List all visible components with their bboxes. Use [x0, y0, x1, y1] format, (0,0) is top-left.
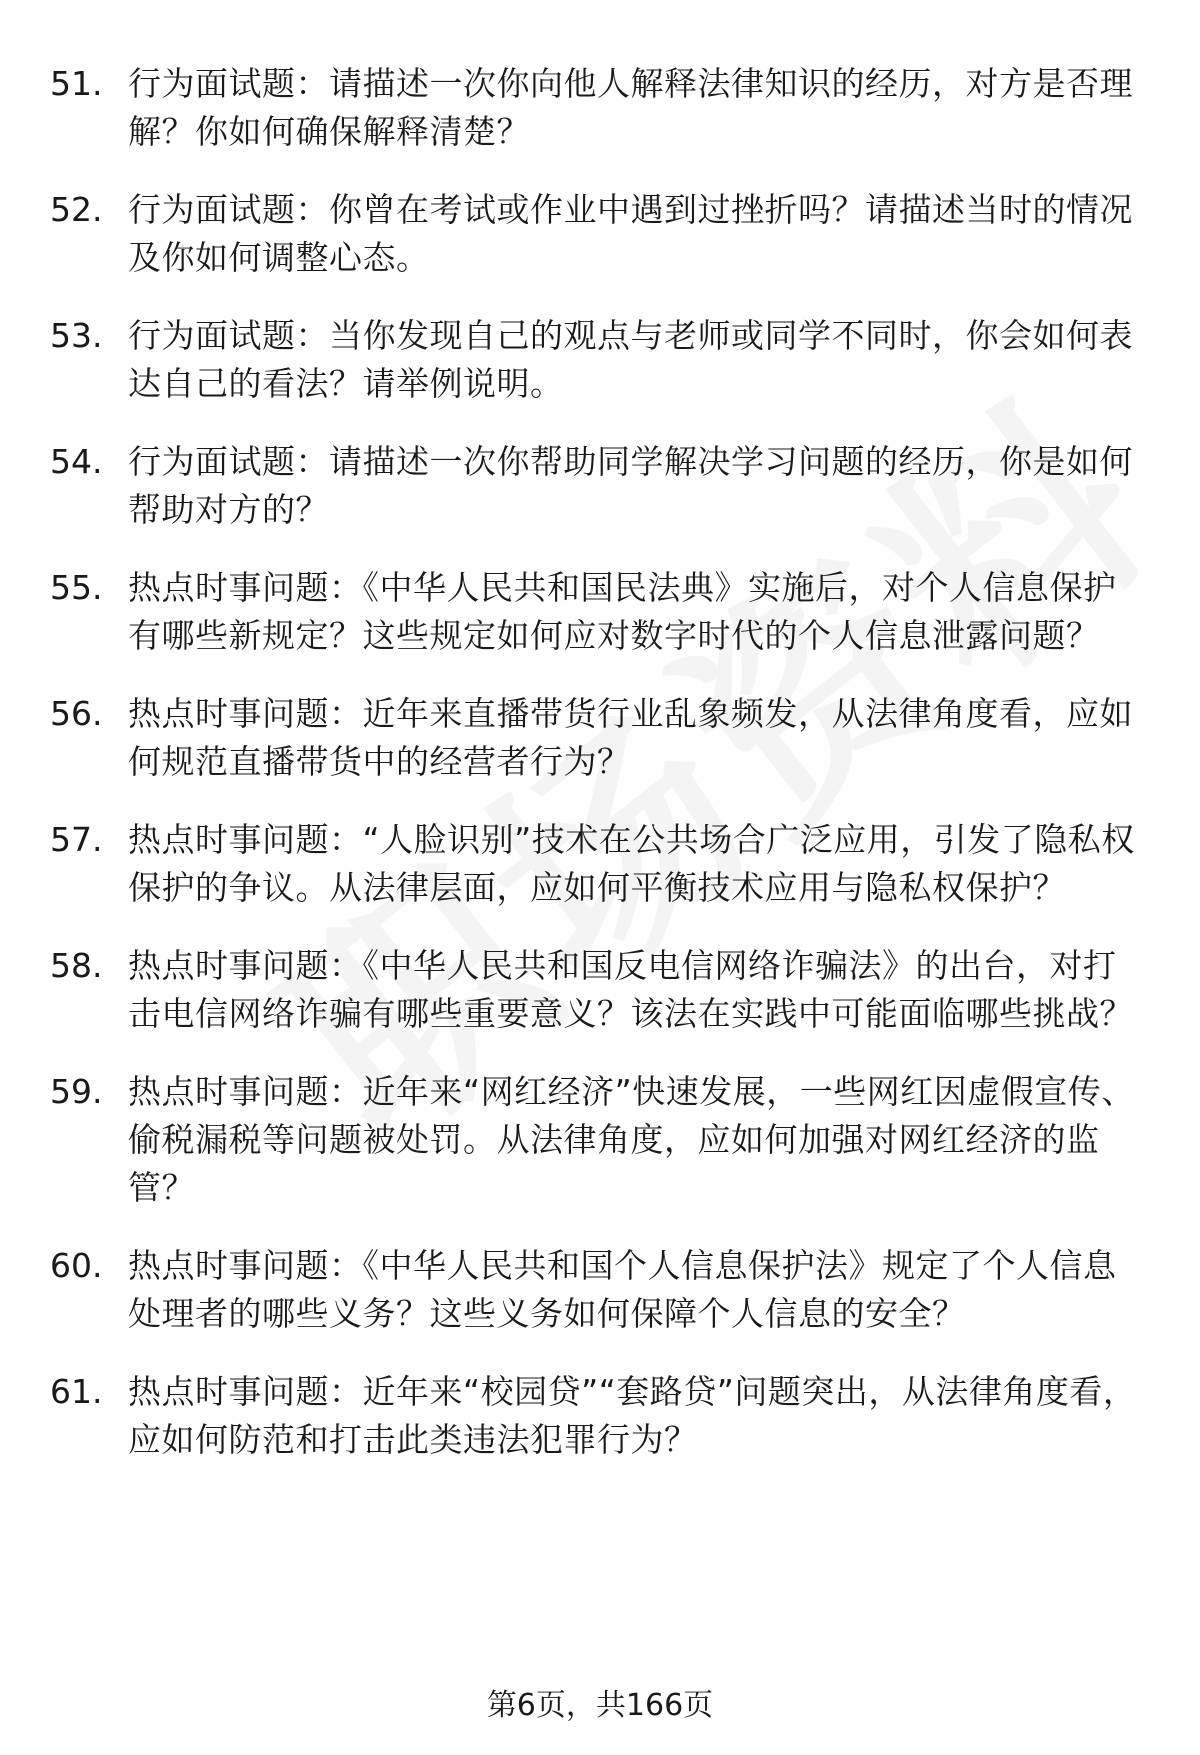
question-number: 61. — [50, 1372, 103, 1411]
question-text: 热点时事问题：近年来直播带货行业乱象频发，从法律角度看，应如何规范直播带货中的经营者行为？ — [128, 694, 1133, 781]
question-number: 56. — [50, 694, 103, 733]
question-text: 行为面试题：请描述一次你向他人解释法律知识的经历，对方是否理解？你如何确保解释清楚？ — [128, 64, 1133, 151]
question-number: 51. — [50, 64, 103, 103]
question-list — [0, 60, 1200, 1494]
question-number: 54. — [50, 442, 103, 481]
question-text: 热点时事问题：“人脸识别”技术在公共场合广泛应用，引发了隐私权保护的争议。从法律层面，应如何平衡技术应用与隐私权保护？ — [128, 820, 1135, 907]
question-item — [0, 816, 1200, 912]
question-text: 热点时事问题：近年来“校园贷”“套路贷”问题突出，从法律角度看，应如何防范和打击此类违法犯罪行为？ — [128, 1372, 1137, 1459]
question-text: 行为面试题：当你发现自己的观点与老师或同学不同时，你会如何表达自己的看法？请举例说明。 — [128, 316, 1133, 403]
question-item — [0, 690, 1200, 786]
question-text: 热点时事问题：《中华人民共和国反电信网络诈骗法》的出台，对打击电信网络诈骗有哪些重要意义？该法在实践中可能面临哪些挑战？ — [128, 946, 1133, 1033]
question-item — [0, 312, 1200, 408]
question-number: 55. — [50, 568, 103, 607]
question-item — [0, 60, 1200, 156]
question-item — [0, 942, 1200, 1038]
question-text: 热点时事问题：《中华人民共和国民法典》实施后，对个人信息保护有哪些新规定？这些规定如何应对数字时代的个人信息泄露问题？ — [128, 568, 1117, 655]
question-text: 行为面试题：你曾在考试或作业中遇到过挫折吗？请描述当时的情况及你如何调整心态。 — [128, 190, 1133, 277]
question-number: 52. — [50, 190, 103, 229]
question-number: 60. — [50, 1246, 103, 1285]
question-number: 57. — [50, 820, 103, 859]
question-text: 热点时事问题：近年来“网红经济”快速发展，一些网红因虚假宣传、偷税漏税等问题被处罚。从法律角度，应如何加强对网红经济的监管？ — [128, 1072, 1135, 1207]
question-item — [0, 186, 1200, 282]
question-text: 热点时事问题：《中华人民共和国个人信息保护法》规定了个人信息处理者的哪些义务？这些义务如何保障个人信息的安全？ — [128, 1246, 1117, 1333]
page-footer: 第6页，共166页 — [486, 1688, 714, 1723]
question-number: 58. — [50, 946, 103, 985]
question-item — [0, 438, 1200, 534]
question-number: 59. — [50, 1072, 103, 1111]
question-item — [0, 564, 1200, 660]
question-item — [0, 1368, 1200, 1464]
question-text: 行为面试题：请描述一次你帮助同学解决学习问题的经历，你是如何帮助对方的？ — [128, 442, 1133, 529]
question-item — [0, 1068, 1200, 1212]
question-item — [0, 1242, 1200, 1338]
question-number: 53. — [50, 316, 103, 355]
